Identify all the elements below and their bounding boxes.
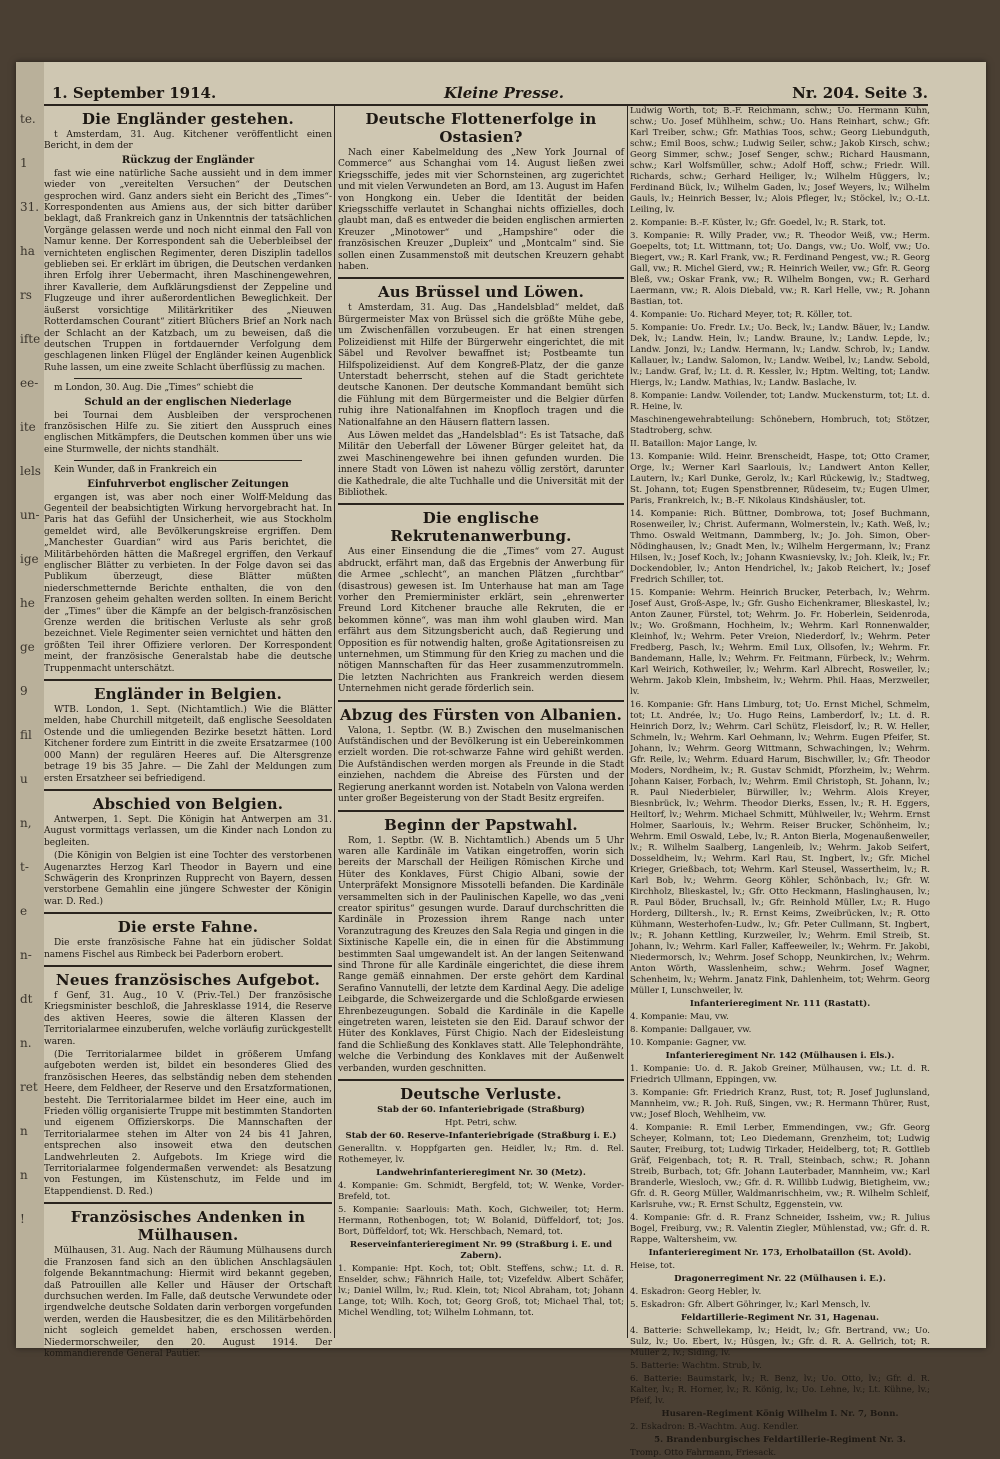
edge-fragment: n: [20, 1168, 28, 1182]
article-paragraph: Mülhausen, 31. Aug. Nach der Räumung Mülhausens durch die Franzosen fand sich an den üblichen Anschlagsäulen folgende Bekanntmachung: Hiermit wird bekannt gegeben, daß Patrouillen alle Keller und Häuser der Ortschaft durchsuchen werden. Im Falle, daß deutsche Verwundete oder irgendwelche deutsche Soldaten darin verborgen vorgefunden werden, werden die Hausbesitzer, die es den Militärbehörden nicht sogleich gemeldet haben, erschossen werden. Niedermorschweiler, den 20. August 1914. Der kommandierende General Pautier.: [44, 1246, 332, 1359]
article-paragraph: m London, 30. Aug. Die „Times“ schiebt die: [54, 383, 254, 394]
casualty-entry: 4. Kompanie: Mau, vw.: [630, 1012, 729, 1022]
article-paragraph: Die erste französische Fahne hat ein jüdischer Soldat namens Fischel aus Rimbeck bei Paderborn erobert.: [44, 938, 332, 960]
article-paragraph: Kein Wunder, daß in Frankreich ein: [54, 465, 217, 476]
subheading: Rückzug der Engländer: [121, 154, 255, 166]
edge-fragment: 31.: [20, 200, 40, 214]
casualty-entry: 4. Kompanie: Uo. Richard Meyer, tot; R. Köller, tot.: [630, 310, 853, 320]
unit-heading: Infanterieregiment Nr. 142 (Mülhausen i. Els.).: [665, 1051, 895, 1061]
casualty-entry: 4. Kompanie: R. Emil Lerber, Emmendingen, vw.; Gfr. Georg Scheyer, Kolmann, tot; Leo Diedemann, Grenzheim, tot; Ludwig Sauter, Freiburg, tot; Ludwig Tirkader, Heidelberg, tot; R. Gottlieb Gräf, Feigenbach, tot; R. R. Trall, Steinbach, schw.; R. Johann Streib, Burbach, tot; Gfr. Johann Lauterbader, Mannheim, vw.; Karl Branderle, Wiesloch, vw.; Gfr. d. R. Willibb Ludwig, Bietigheim, vw.; Gfr. d. R. Georg Müller, Waldmanrischheim, vw.; R. Wilhelm Schleif, Karlsruhe, vw.; R. Ernst Schultz, Eggenstein, vw.: [630, 1123, 930, 1210]
article-paragraph: t Amsterdam, 31. Aug. Kitchener veröffentlicht einen Bericht, in dem der: [44, 130, 332, 152]
edge-fragment: t-: [20, 860, 29, 874]
article-paragraph: Aus Löwen meldet das „Handelsblad“: Es ist Tatsache, daß Militär den Ueberfall der Löwener Bürger geleitet hat, da zwei Maschinengewehre bei ihnen gefunden wurden. Die innere Stadt von Löwen ist nahezu völlig zerstört, darunter die Kathedrale, die alte Tuchhalle und die Universität mit der Bibliothek.: [338, 430, 624, 498]
casualty-entry: 4. Kompanie: Gfr. d. R. Franz Schneider, Issheim, vw.; R. Julius Bogel, Freiburg, vw.; R. Valentin Ziegler, Mühlenstad, vw.; Gfr. d. R. Rappe, Waltersheim, vw.: [630, 1213, 930, 1245]
issue-date: 1. September 1914.: [52, 84, 217, 102]
divider: [44, 679, 332, 681]
unit-heading: Infanterieregiment Nr. 111 (Rastatt).: [689, 999, 871, 1009]
edge-fragment: dt: [20, 992, 33, 1006]
divider: [338, 503, 624, 505]
article-paragraph: Antwerpen, 1. Sept. Die Königin hat Antwerpen am 31. August vormittags verlassen, um die Kinder nach London zu begleiten.: [44, 814, 332, 848]
unit-heading: Landwehrinfanterieregiment Nr. 30 (Metz).: [376, 1168, 586, 1179]
article-paragraph: (Die Territorialarmee bildet in größerem Umfang aufgeboten werden ist, bildet ein besonderes Glied des französischen Heeres, das selbständig neben dem stehenden Heere, dem Feldheer, der Reserve und den Ersatzformationen, besteht. Die Territorialarmee bildet im Heer eine, auch im Frieden völlig organisierte Truppe mit bestimmten Standorten und eigenem Offizierskorps. Die Mannschaften der Territorialarmee stehen im Alter von 24 bis 41 Jahren, entsprechen also insoweit etwa den deutschen Landwehrleuten 2. Aufgebots. Im Kriege wird die Territorialarmee folgendermaßen verwendet: als Besatzung von Festungen, im Küstenschutz, im Felde und im Etappendienst. D. Red.): [44, 1050, 332, 1197]
casualty-entry: 5. Kompanie: Uo. Fredr. Lv.; Uo. Beck, lv.; Landw. Bäuer, lv.; Landw. Dek, lv.; Landw. Hein, lv.; Landw. Braune, lv.; Landw. Lepde, lv.; Landw. Jonzi, lv.; Landw. Hermann, lv.; Landw. Schrob, lv.; Landw. Kallauer, lv.; Landw. Salomon, lv.; Landw. Weibel, lv.; Landw. Sebold, lv.; Landw. Graf, lv.; Lt. d. R. Kessler, lv.; Hptm. Welting, tot; Landw. Hiergs, lv.; Landw. Mathias, lv.; Landw. Baslache, lv.: [630, 323, 930, 388]
edge-fragment: he: [20, 596, 35, 610]
edge-fragment: ige: [20, 552, 39, 566]
edge-fragment: !: [20, 1212, 25, 1226]
divider: [338, 700, 624, 702]
edge-fragment: n,: [20, 816, 32, 830]
casualty-entry: 15. Kompanie: Wehrm. Heinrich Brucker, Peterbach, lv.; Wehrm. Josef Aust, Groß-Aspe, lv.; Gfr. Gusho Eichenkramer, Blieskastel, lv.; Anton Zauner, Fürstel, tot; Wehrm. Jo. Fr. Hoberlein, Seidenroda, lv.; Wo. Großmann, Hochheim, lv.; Wehrm. Karl Ronnenwalder, Kleinhof, lv.; Wehrm. Peter Vreion, Niederdorf, lv.; Wehrm. Peter Fredberg, Pasch, lv.; Wehrm. Emil Lux, Ollsofen, lv.; Wehrm. Fr. Bandemann, Halle, lv.; Wehrm. Fr. Feitmann, Fürbeck, lv.; Wehrm. Karl Weirich, Kothweiler, lv.; Wehrm. Karl Albrecht, Rosweiler, lv.; Wehrm. Jakob Klein, Imbsheim, lv.; Wehrm. Phil. Haas, Merzweiler, lv.: [630, 588, 930, 697]
article-paragraph: Nach einer Kabelmeldung des „New York Journal of Commerce“ aus Schanghai vom 14. August ließen zwei Kriegsschiffe, jedes mit vier Schornsteinen, arg zugerichtet und mit vielen Verwundeten an Bord, am 13. August im Hafen von Hongkong ein. Ueber die Identität der beiden Kriegsschiffe verlautet in Schanghai nichts offizielles, doch glaubt man, daß es entweder die beiden englischen armierten Kreuzer „Minotower“ und „Hampshire“ oder die französischen Kreuzer „Dupleix“ und „Montcalm“ sind. Sie sollen einen Zusammenstoß mit deutschen Kreuzern gehabt haben.: [338, 148, 624, 273]
divider: [338, 810, 624, 812]
divider: [74, 378, 302, 379]
edge-fragment: fil: [20, 728, 32, 742]
unit-heading: Husaren-Regiment König Wilhelm I. Nr. 7, Bonn.: [661, 1409, 899, 1419]
edge-fragment: un-: [20, 508, 40, 522]
edge-fragment: e: [20, 904, 28, 918]
casualty-entry: Heise, tot.: [630, 1261, 676, 1271]
casualty-entry: 8. Kompanie: Landw. Voilender, tot; Landw. Muckensturm, tot; Lt. d. R. Heine, lv.: [630, 391, 930, 412]
headline-englaender-in-belgien: Engländer in Belgien.: [93, 685, 283, 704]
unit-heading: Dragonerregiment Nr. 22 (Mülhausen i. E.).: [674, 1274, 886, 1284]
casualty-entry: 2. Eskadron: B.-Wachtm. Aug. Kendler.: [630, 1422, 799, 1432]
edge-fragment: n-: [20, 948, 32, 962]
edge-fragment: 9: [20, 684, 28, 698]
divider: [44, 965, 332, 967]
newspaper-page: [16, 62, 986, 1458]
casualty-entry: 5. Kompanie: Saarlouis: Math. Koch, Gichweiler, tot; Herm. Hermann, Rothenbogen, tot; W. Bolanid, Düffeldorf, tot; Jos. Bort, Düffeldorf, tot; Wk. Herschbach, Nemard, tot.: [338, 1205, 624, 1238]
divider: [338, 277, 624, 279]
casualty-entry: Maschinengewehrabteilung: Schönebern, Hombruch, tot; Stötzer, Stadtroberg, schw.: [630, 415, 930, 436]
column-rule: [334, 106, 335, 1338]
edge-fragment: ha: [20, 244, 35, 258]
edge-fragment: lels: [20, 464, 41, 478]
headline-englaender-gestehen: Die Engländer gestehen.: [82, 110, 294, 128]
article-paragraph: fast wie eine natürliche Sache aussieht und in dem immer wieder von „vereitelten Versuchen“ der Deutschen gesprochen wird. Ganz anders sieht ein Bericht des „Times“-Korrespondenten aus Amiens aus, der sich bitter darüber beklagt, daß Frankreich ganz in Unkenntnis der tatsächlichen Vorgänge gelassen werde und noch nicht einmal den Fall von Namur kenne. Der Korrespondent sah die Ueberbleibsel der vernichteten englischen Regimenter, deren Disziplin tadellos geblieben sei. Er erklärt im übrigen, die Deutschen verdanken ihren Erfolg ihrer Uebermacht, ihren Maschinengewehren, ihrer Kavallerie, dem Aufklärungsdienst der Zeppeline und Flugzeuge und ihrer außerordentlichen Beweglichkeit. Der äußerst vorsichtige Militärkritiker des „Nieuwen Rotterdamschen Courant“ zitiert Blüchers Brief an Nork nach der Schlacht an der Katzbach, um zu beweisen, daß die deutschen Truppen in fortdauernder Verfolgung dem geschlagenen linken Flügel der Engländer keinen Augenblick Ruhe lassen, um eine zweite Schlacht überflüssig zu machen.: [44, 168, 332, 373]
casualty-entry: 4. Eskadron: Georg Hebler, lv.: [630, 1287, 762, 1297]
casualty-entry: 16. Kompanie: Gfr. Hans Limburg, tot; Uo. Ernst Michel, Schmelm, tot; Lt. Andrée, lv.; Uo. Hugo Reins, Lamberdorf, lv.; Lt. d. R. Heinrich Dorz, lv.; Wehrm. Carl Schütz, Fleisdorf, lv.; R. W. Heller, Schmeln, lv.; Wehrm. Karl Oehmann, lv.; Wehrm. Eugen Pfeifer, St. Johann, lv.; Wehrm. Georg Wittmann, Schwachingen, lv.; Wehrm. Gfr. Reile, lv.; Wehrm. Eduard Harum, Bischwiller, lv.; Gfr. Theodor Moders, Nordheim, lv.; R. Gustav Schmidt, Pforzheim, lv.; Wehrm. Johann Kaiser, Forbach, lv.; Wehrm. Emil Christoph, St. Johann, lv.; R. Paul Niederbieler, Bürwiller, lv.; Wehrm. Alois Kreyer, Biesnbrück, lv.; Wehrm. Theodor Dierks, Essen, lv.; R. H. Eggers, Heiltorf, lv.; Wehrm. Michael Schmitt, Mühlweiler, lv.; Wehrm. Ernst Holmer, Saarlouis, lv.; Wehrm. Reiser Brucker, Schönheim, lv.; Wehrm. Emil Oswald, Lebe, lv.; R. Anton Bierla, Mogenaußenweiler, lv.; R. Wilhelm Saalberg, Langenleib, lv.; Wehrm. Jakob Seifert, Dosseldheim, lv.; Wehrm. Karl Rau, St. Ingbert, lv.; Gfr. Michel Krieger, Grießbach, tot; Wehrm. Karl Steusel, Wassertheim, lv.; R. Karl Bob, lv.; Wehrm. Georg Köhler, Schönbach, lv.; Gfr. W. Kirchholz, Blieskastel, lv.; Gfr. Otto Heckmann, Haslinghausen, lv.; R. Paul Böder, Bruchsall, lv.; Gfr. Reinhold Müller, Lv.; R. Hugo Horderg, Dilltersh., lv.; R. Ernst Keims, Zweibrücken, lv.; R. Otto Kühmann, Westerhofen-Ludw., lv.; Gfr. Peter Cullmann, St. Ingbert, lv.; R. Johann Kettling, Kurzweiler, lv.; Wehrm. Emil Streib, St. Johann, lv.; Wehrm. Karl Faller, Kaffeeweiler, lv.; Wehrm. Fr. Jakobi, Niedermorsch, lv.; Wehrm. Josef Schopp, Neunkirchen, lv.; Wehrm. Anton Wörth, Wasslenheim, schw.; Wehrm. Josef Wagner, Schenheim, lv.; Wehrm. Janatz Fink, Dahlenheim, tot; Wehrm. Georg Müller I, Lunschweiler, lv.: [630, 700, 930, 996]
headline-die-erste-fahne: Die erste Fahne.: [117, 918, 259, 937]
unit-heading: Reserveinfanterieregiment Nr. 99 (Straßburg i. E. und Zabern).: [349, 1240, 613, 1262]
subheading: Einfuhrverbot englischer Zeitungen: [87, 478, 289, 490]
edge-fragment: te.: [20, 112, 36, 126]
casualty-entry: 3. Kompanie: Gfr. Friedrich Kranz, Rust, tot; R. Josef Juglunsland, Mannheim, vw.; R. Joh. Ruß, Singen, vw.; R. Hermann Thürer, Rust, vw.; Josef Bloch, Wehlheim, vw.: [630, 1088, 930, 1120]
article-paragraph: Valona, 1. Septbr. (W. B.) Zwischen den muselmanischen Aufständischen und der Bevölkerung ist ein Uebereinkommen erzielt worden. Die rot-schwarze Fahne wird gehißt werden. Die Aufständischen werden morgen als Freunde in die Stadt einziehen, nachdem die Abreise des Fürsten und der Regierung anerkannt worden ist. Notabeln von Valona werden unter großer Begeisterung von der Stadt Besitz ergreifen.: [338, 725, 624, 805]
headline-abschied-von-belgien: Abschied von Belgien.: [92, 794, 284, 813]
headline-flottenerfolge: Deutsche Flottenerfolge in Ostasien?: [365, 110, 597, 146]
edge-fragment: ret: [20, 1080, 38, 1094]
casualty-entry: 3. Kompanie: R. Willy Prader, vw.; R. Theodor Weiß, vw.; Herm. Goepelts, tot; Lt. Wittmann, tot; Uo. Dangs, vw.; Uo. Wolf, vw.; Uo. Biegert, vw.; R. Karl Frank, vw.; R. Ferdinand Pengest, vw.; R. Georg Gall, vw.; R. Michel Gierd, vw.; R. Heinrich Weiler, vw.; Gfr. R. Georg Bleß, vw.; Oskar Frank, vw.; R. Wilhelm Bongen, vw.; R. Gerhard Laermann, vw.; R. Alois Diebald, vw.; R. Karl Helle, vw.; R. Johann Bastian, tot.: [630, 231, 930, 307]
article-paragraph: t Amsterdam, 31. Aug. Das „Handelsblad“ meldet, daß Bürgermeister Max von Brüssel sich die größte Mühe gebe, um Zwischenfällen vorzubeugen. Er hat einen strengen Polizeidienst mit Hilfe der Bürgerwehr eingerichtet, die mit Säbel und Revolver bewaffnet ist; Postbeamte tun Hilfspolizeidienst. Auf dem Kongreß-Platz, der die ganze Unterstadt beherrscht, stehen auf die Stadt gerichtete deutsche Kanonen. Der deutsche Kommandant bemüht sich die Fühlung mit dem Bürgermeister und die Belgier dürfen ruhig ihre Nationalfahnen im Knopfloch tragen und die Nationalfahne an den Häusern flattern lassen.: [338, 303, 624, 428]
divider: [44, 1202, 332, 1204]
article-paragraph: f Genf, 31. Aug., 10 V. (Priv.-Tel.) Der französische Kriegsminister beschloß, die Jahresklasse 1914, die Reserve des aktiven Heeres, sowie die älteren Klassen der Territorialarmee einzuberufen, welche vorläufig zurückgestellt waren.: [44, 990, 332, 1047]
casualty-entry: 5. Batterie: Wachtm. Strub, lv.: [630, 1361, 762, 1371]
column-1: [44, 106, 332, 1359]
headline-papstwahl: Beginn der Papstwahl.: [384, 815, 578, 834]
article-paragraph: Rom, 1. Septbr. (W. B. Nichtamtlich.) Abends um 5 Uhr waren alle Kardinäle im Vatikan eingetroffen, worin sich bereits der Marschall der Heiligen Römischen Kirche und Hüter des Konklaves, Fürst Chigio Albani, sowie der Unterpräfekt Monsignore Missotelli befanden. Die Kardinäle versammelten sich in der Paulinischen Kapelle, wo das „veni creator spiritus“ gesungen wurde. Darauf durchschritten die Kardinäle in Prozession ihrem Range nach unter Voranzutragung des Kreuzes den Sala Regia und gingen in die Sixtinische Kapelle ein, die in einen für die Abstimmung bestimmten Saal umgewandelt ist. An der langen Seitenwand sind Throne für alle Kardinäle eingerichtet, die diese ihrem Range gemäß einnahmen. Der erste gehört dem Kardinal Serafino Vannutelli, der letzte dem Kardinal Aegy. Die adelige Leibgarde, die Schweizergarde und die Schloßgarde erwiesen Ehrenbezeugungen. Sobald die Kardinäle in die Kapelle eingetreten waren, leisteten sie den Eid. Darauf schwor der Hüter des Konklaves, Fürst Chigio. Nach der Eidesleistung fand die Schließung des Konklaves statt. Alle Telephondrähte, welche die Verbindung des Konklaves mit der Außenwelt verbanden, wurden geschnitten.: [338, 835, 624, 1074]
casualty-entry: 6. Batterie: Baumstark, lv.; R. Benz, lv.; Uo. Otto, lv.; Gfr. d. R. Kalter, lv.; R. Horner, lv.; R. König, lv.; Uo. Lehne, lv.; Lt. Kühne, lv.; Pfeif, lv.: [630, 1374, 930, 1406]
unit-heading: Infanterieregiment Nr. 173, Erholbataillon (St. Avold).: [648, 1248, 912, 1258]
casualty-entry: II. Bataillon: Major Lange, lv.: [630, 439, 758, 449]
article-paragraph: (Die Königin von Belgien ist eine Tochter des verstorbenen Augenarztes Herzog Karl Theodor in Bayern und eine Schwägerin des Kronprinzen Rupprecht von Bayern, dessen verstorbene Gemahlin eine jüngere Schwester der Königin war. D. Red.): [44, 851, 332, 907]
divider: [74, 460, 302, 461]
article-paragraph: ergangen ist, was aber noch einer Wolff-Meldung das Gegenteil der beabsichtigten Wirkung hervorgebracht hat. In Paris hat das Gefühl der Unsicherheit, wie aus Stockholm gemeldet wird, alle Bevölkerungskreise ergriffen. Dem „Manchester Guardian“ wird aus Paris berichtet, die Militärbehörden hätten die Maßregel ergriffen, den Verkauf englischer Blätter zu verbieten. In der Folge davon sei das Publikum überzeugt, diese Blätter müßten niederschmetternde Berichte enthalten, die von den Franzosen geheim gehalten werden sollten. In einem Bericht der „Times“ über die Kämpfe an der belgisch-französischen Grenze werden die britischen Verluste als sehr groß bezeichnet. Viele Regimenter seien vernichtet und hätten den größten Teil ihrer Offiziere verloren. Der Korrespondent meint, der französische Generalstab habe die deutsche Truppenmacht unterschätzt.: [44, 492, 332, 674]
unit-heading: Feldartillerie-Regiment Nr. 31, Hagenau.: [681, 1313, 879, 1323]
casualty-entry: Hpt. Petri, schw.: [445, 1118, 517, 1129]
edge-fragment: n: [20, 1124, 28, 1138]
headline-rekrutenanwerbung: Die englische Rekrutenanwerbung.: [390, 509, 572, 546]
subheading: Schuld an der englischen Niederlage: [84, 396, 292, 408]
masthead: [44, 84, 928, 106]
edge-fragment: ge: [20, 640, 35, 654]
casualty-entry: 4. Kompanie: Gm. Schmidt, Bergfeld, tot; W. Wenke, Vorder-Brefeld, tot.: [338, 1181, 624, 1203]
column-rule: [627, 106, 628, 1338]
casualty-entry: 2. Kompanie: B.-F. Küster, lv.; Gfr. Goedel, lv.; R. Stark, tot.: [630, 218, 886, 228]
article-paragraph: bei Tournai dem Ausbleiben der versprochenen französischen Hilfe zu. Sie zitiert den Ausspruch eines englischen Mitkämpfers, die Deutschen kommen über uns wie eine Sturmwelle, der nichts standhält.: [44, 410, 332, 455]
edge-fragment: ee-: [20, 376, 39, 390]
edge-fragment: ite: [20, 420, 36, 434]
casualty-entry: 5. Eskadron: Gfr. Albert Göhringer, lv.; Karl Mensch, lv.: [630, 1300, 871, 1310]
casualty-entry: 1. Kompanie: Hpt. Koch, tot; Oblt. Steffens, schw.; Lt. d. R. Enselder, schw.; Fähnrich Haile, tot; Vizefeldw. Albert Schäfer, lv.; Daniel Willm, lv.; Rud. Klein, tot; Nicol Abraham, tot; Johann Lange, tot; Wilh. Koch, tot; Georg Groß, tot; Michael Thal, tot; Michel Wendling, tot; Wilhelm Lohmann, tot.: [338, 1264, 624, 1319]
adjacent-page-edge: [16, 62, 44, 1348]
edge-fragment: rs: [20, 288, 32, 302]
casualty-entry: 4. Batterie: Schwellekamp, lv.; Heidt, lv.; Gfr. Bertrand, vw.; Uo. Sulz, lv.; Uo. Ebert, lv.; Hüsgen, lv.; Gfr. d. R. A. Gellrich, tot; R. Müller 2, lv.; Siding, lv.: [630, 1326, 930, 1358]
unit-heading: Stab der 60. Reserve-Infanteriebrigade (Straßburg i. E.): [345, 1131, 617, 1142]
divider: [44, 789, 332, 791]
column-3-casualty-list: [630, 106, 930, 1458]
unit-heading: 5. Brandenburgisches Feldartillerie-Regiment Nr. 3.: [654, 1435, 906, 1445]
edge-fragment: n.: [20, 1036, 32, 1050]
casualty-entry: 14. Kompanie: Rich. Büttner, Dombrowa, tot; Josef Buchmann, Rosenweiler, lv.; Christ. Aufermann, Wolmerstein, lv.; Kath. Weß, lv.; Thmo. Oswald Weitmann, Dammberg, lv.; Jo. Joh. Simon, Ober-Nödinghausen, lv.; Gnadt Men, lv.; Wilhelm Hergermann, lv.; Franz Hilsen, lv.; Josef Koch, lv.; Johann Kwasnievsky, lv.; Joh. Kleik, lv.; Fr. Dockendobler, lv.; Anton Hendrichel, lv.; Jakob Reichert, lv.; Josef Fredrich Schiller, tot.: [630, 509, 930, 585]
casualty-entry: 8. Kompanie: Dallgauer, vw.: [630, 1025, 752, 1035]
article-paragraph: WTB. London, 1. Sept. (Nichtamtlich.) Wie die Blätter melden, habe Churchill mitgeteilt, daß englische Seesoldaten Ostende und die umliegenden Bezirke besetzt hätten. Lord Kitchener fordere zum Eintritt in die zweite Ersatzarmee (100 000 Mann) der regulären Heeres auf. Die Altersgrenze betrage 19 bis 35 Jahre. — Die Zahl der Meldungen zum ersten Ersatzheer sei befriedigend.: [44, 705, 332, 784]
headline-bruessel-loewen: Aus Brüssel und Löwen.: [377, 283, 585, 302]
divider: [338, 1079, 624, 1081]
casualty-entry: Tromp. Otto Fahrmann, Friesack.: [630, 1448, 777, 1458]
casualty-entry: Generalltn. v. Hoppfgarten gen. Heidler, lv.; Rm. d. Rel. Rothemeyer, lv.: [338, 1144, 624, 1166]
divider: [44, 912, 332, 914]
headline-andenken-muelhausen: Französisches Andenken in Mülhausen.: [70, 1208, 306, 1245]
edge-fragment: ifte: [20, 332, 41, 346]
newspaper-name: Kleine Presse.: [444, 84, 565, 102]
headline-albanien: Abzug des Fürsten von Albanien.: [339, 705, 623, 724]
headline-deutsche-verluste: Deutsche Verluste.: [400, 1085, 562, 1104]
unit-heading: Stab der 60. Infanteriebrigade (Straßburg): [377, 1105, 585, 1116]
edge-fragment: 1: [20, 156, 28, 170]
headline-neues-aufgebot: Neues französisches Aufgebot.: [55, 970, 321, 989]
casualty-entry: 10. Kompanie: Gagner, vw.: [630, 1038, 747, 1048]
casualty-entry: 13. Kompanie: Wild. Heinr. Brenscheidt, Haspe, tot; Otto Cramer, Orge, lv.; Werner Karl Saarlouis, lv.; Landwert Anton Keller, Lautern, lv.; Karl Dunke, Gerolz, lv.; Karl Rückewig, lv.; Stadtweg, St. Johann, tot; Eugen Spenstbrenner, Rüdeseim, tv.; Eugen Ulmer, Paris, Frankreich, lv.; B.-F. Nikolaus Kindshäusler, tot.: [630, 452, 930, 506]
article-paragraph: Aus einer Einsendung die die „Times“ vom 27. August abdruckt, erfährt man, daß das Ergebnis der Anwerbung für die Armee „schlecht“, an manchen Plätzen „furchtbar“ (disastrous) gewesen ist. Im Unterhause hat man am Tage vorher den Premierminister erklärt, sein „ehrenwerter Freund Lord Kitchener brauche alle Rekruten, die er bekommen könne“, was man ihm wohl glauben wird. Man erfährt aus dem Sitzungsbericht auch, daß Regierung und Opposition es für notwendig halten, große Agitationsreisen zu unternehmen, um Stimmung für den Krieg zu machen und die nötigen Mannschaften für das Heer zusammenzutrommeln. Die letzten Nachrichten aus Frankreich werden diesem Unternehmen nicht gerade förderlich sein.: [338, 547, 624, 695]
edge-fragment: u: [20, 772, 28, 786]
column-2: [338, 106, 624, 1338]
casualty-entry: 1. Kompanie: Uo. d. R. Jakob Greiner, Mülhausen, vw.; Lt. d. R. Friedrich Ullmann, Eppingen, vw.: [630, 1064, 930, 1085]
issue-page-number: Nr. 204. Seite 3.: [792, 84, 928, 102]
casualty-entry: Ludwig Worth, tot; B.-F. Reichmann, schw.; Uo. Hermann Kuhn, schw.; Uo. Josef Mühlheim, schw.; Uo. Hans Reinhart, schw.; Gfr. Karl Treiber, schw.; Gfr. Mathias Toos, schw.; Georg Liebundguth, schw.; Emil Boos, schw.; Ludwig Seiler, schw.; Jakob Kirsch, schw.; Georg Simmer, schw.; Josef Senger, schw.; Richard Hausmann, schw.; Karl Wolfsmüller, schw.; Adolf Hoff, schw.; Friedr. Will. Richards, schw.; Gerhard Heiliger, lv.; Wilhelm Hüggers, lv.; Ferdinand Bück, lv.; Wilhelm Gaden, lv.; Josef Weyers, lv.; Wilhelm Gauls, lv.; Heinrich Besser, lv.; Alois Pfleger, lv.; Stöckel, lv.; O.-Lt. Leiling, lv.: [630, 106, 930, 215]
